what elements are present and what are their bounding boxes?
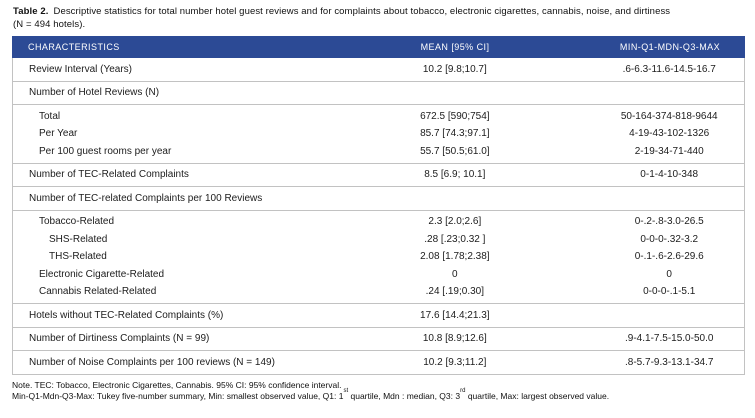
cell-mean: 2.3 [2.0;2.6] [428, 216, 482, 227]
table-title-number: Table 2. [13, 6, 49, 17]
cell-mean: 85.7 [74.3;97.1] [420, 128, 490, 139]
table-title-text-line1: Descriptive statistics for total number hotel guest reviews and for complaints about tobacco, electronic cigarettes, cannabis, noise, and dirtiness [53, 6, 671, 17]
table-row-tec-complaints [13, 166, 744, 184]
cell-mean: 55.7 [50.5;61.0] [420, 145, 490, 157]
table-row-hotels-without [13, 307, 744, 325]
note-line-2-part2: quartile, Mdn : median, Q3: 3 [348, 390, 461, 401]
cell-mean: 2.08 [1.78;2.38] [420, 251, 490, 262]
row-group-noise [12, 351, 745, 375]
cell-range: 0-0-0-.1-5.1 [643, 286, 696, 297]
cell-range: 0 [666, 268, 672, 280]
row-group-tec-per100-section [12, 187, 745, 211]
table-row-dirtiness [13, 330, 744, 348]
page [0, 6, 755, 418]
row-group-hotel-reviews-section [12, 82, 745, 106]
table-row-review-interval [13, 61, 744, 79]
cell-range: .8-5.7-9.3-13.1-34.7 [625, 356, 714, 368]
table-row-per-100-rooms [13, 143, 744, 161]
row-group-review-interval [12, 58, 745, 82]
row-group-dirtiness [12, 328, 745, 352]
note-superscript-rd: rd [460, 387, 466, 394]
note-line-2-part3: quartile, Max: largest observed value. [465, 390, 610, 401]
row-group-hotels-without [12, 304, 745, 328]
cell-range: 0-1-4-10-348 [640, 169, 699, 180]
table-section-tec-per100 [13, 190, 744, 208]
table-title [13, 6, 745, 31]
cell-label: Number of TEC-related Complaints per 100 Reviews [29, 192, 263, 204]
cell-label: Number of TEC-Related Complaints [29, 169, 189, 180]
cell-label: Cannabis Related-Related [39, 286, 157, 297]
table-title-text-line2: (N = 494 hotels). [13, 18, 86, 30]
cell-label: Total [39, 110, 61, 122]
cell-range: .9-4.1-7.5-15.0-50.0 [625, 333, 714, 344]
col-header-characteristics: CHARACTERISTICS [28, 42, 120, 52]
cell-label: THS-Related [49, 251, 107, 262]
cell-mean: 10.8 [8.9;12.6] [422, 333, 487, 344]
table-row-total [13, 108, 744, 126]
table-header-row [12, 36, 745, 58]
cell-label: Number of Hotel Reviews (N) [29, 87, 160, 98]
cell-range: 0-0-0-.32-3.2 [640, 233, 699, 245]
cell-mean: 8.5 [6.9; 10.1] [424, 169, 486, 180]
row-group-tec-complaints [12, 164, 745, 188]
cell-label: Tobacco-Related [39, 216, 115, 227]
cell-label: Review Interval (Years) [29, 63, 133, 75]
table-notes [12, 380, 745, 402]
col-header-mean: MEAN [95% CI] [420, 42, 490, 52]
table-row-shs [13, 231, 744, 249]
note-line-1: Note. TEC: Tobacco, Electronic Cigarettes, Cannabis. 95% CI: 95% confidence interval. [12, 379, 342, 390]
cell-mean: 0 [452, 268, 458, 280]
cell-range: 4-19-43-102-1326 [629, 128, 710, 139]
cell-label: Electronic Cigarette-Related [39, 268, 165, 280]
row-group-hotel-reviews [12, 105, 745, 164]
cell-label: Number of Dirtiness Complaints (N = 99) [29, 333, 210, 344]
cell-label: SHS-Related [49, 233, 108, 245]
cell-label: Number of Noise Complaints per 100 reviews (N = 149) [29, 356, 275, 368]
cell-label: Hotels without TEC-Related Complaints (%) [29, 309, 224, 321]
table-section-hotel-reviews [13, 84, 744, 102]
table-row-ecig [13, 266, 744, 284]
note-line-2 [12, 387, 745, 402]
table-row-per-year [13, 125, 744, 143]
col-header-range: MIN-Q1-MDN-Q3-MAX [619, 42, 721, 52]
cell-label: Per 100 guest rooms per year [39, 145, 172, 157]
cell-mean: .24 [.19;0.30] [425, 286, 485, 297]
cell-mean: 17.6 [14.4;21.3] [420, 309, 490, 321]
cell-range: .6-6.3-11.6-14.5-16.7 [622, 63, 716, 75]
cell-mean: 10.2 [9.8;10.7] [422, 63, 487, 75]
note-line-2-part1: Min-Q1-Mdn-Q3-Max: Tukey five-number summary, Min: smallest observed value, Q1: 1 [12, 390, 344, 401]
summary-table [12, 36, 745, 375]
cell-range: 0-.2-.8-3.0-26.5 [634, 216, 704, 227]
table-row-tobacco [13, 213, 744, 231]
cell-label: Per Year [39, 128, 78, 139]
cell-range: 0-.1-.6-2.6-29.6 [634, 251, 704, 262]
cell-range [594, 307, 744, 325]
cell-range: 2-19-34-71-440 [634, 145, 704, 157]
row-group-tec-per100 [12, 211, 745, 305]
table-row-noise [13, 354, 744, 372]
cell-mean: 10.2 [9.3;11.2] [423, 356, 487, 368]
cell-mean: 672.5 [590;754] [420, 110, 490, 122]
cell-range: 50-164-374-818-9644 [620, 110, 718, 122]
table-row-ths [13, 248, 744, 266]
table-row-cannabis [13, 283, 744, 301]
cell-mean: .28 [.23;0.32 ] [424, 233, 486, 245]
note-superscript-st: st [343, 387, 349, 394]
